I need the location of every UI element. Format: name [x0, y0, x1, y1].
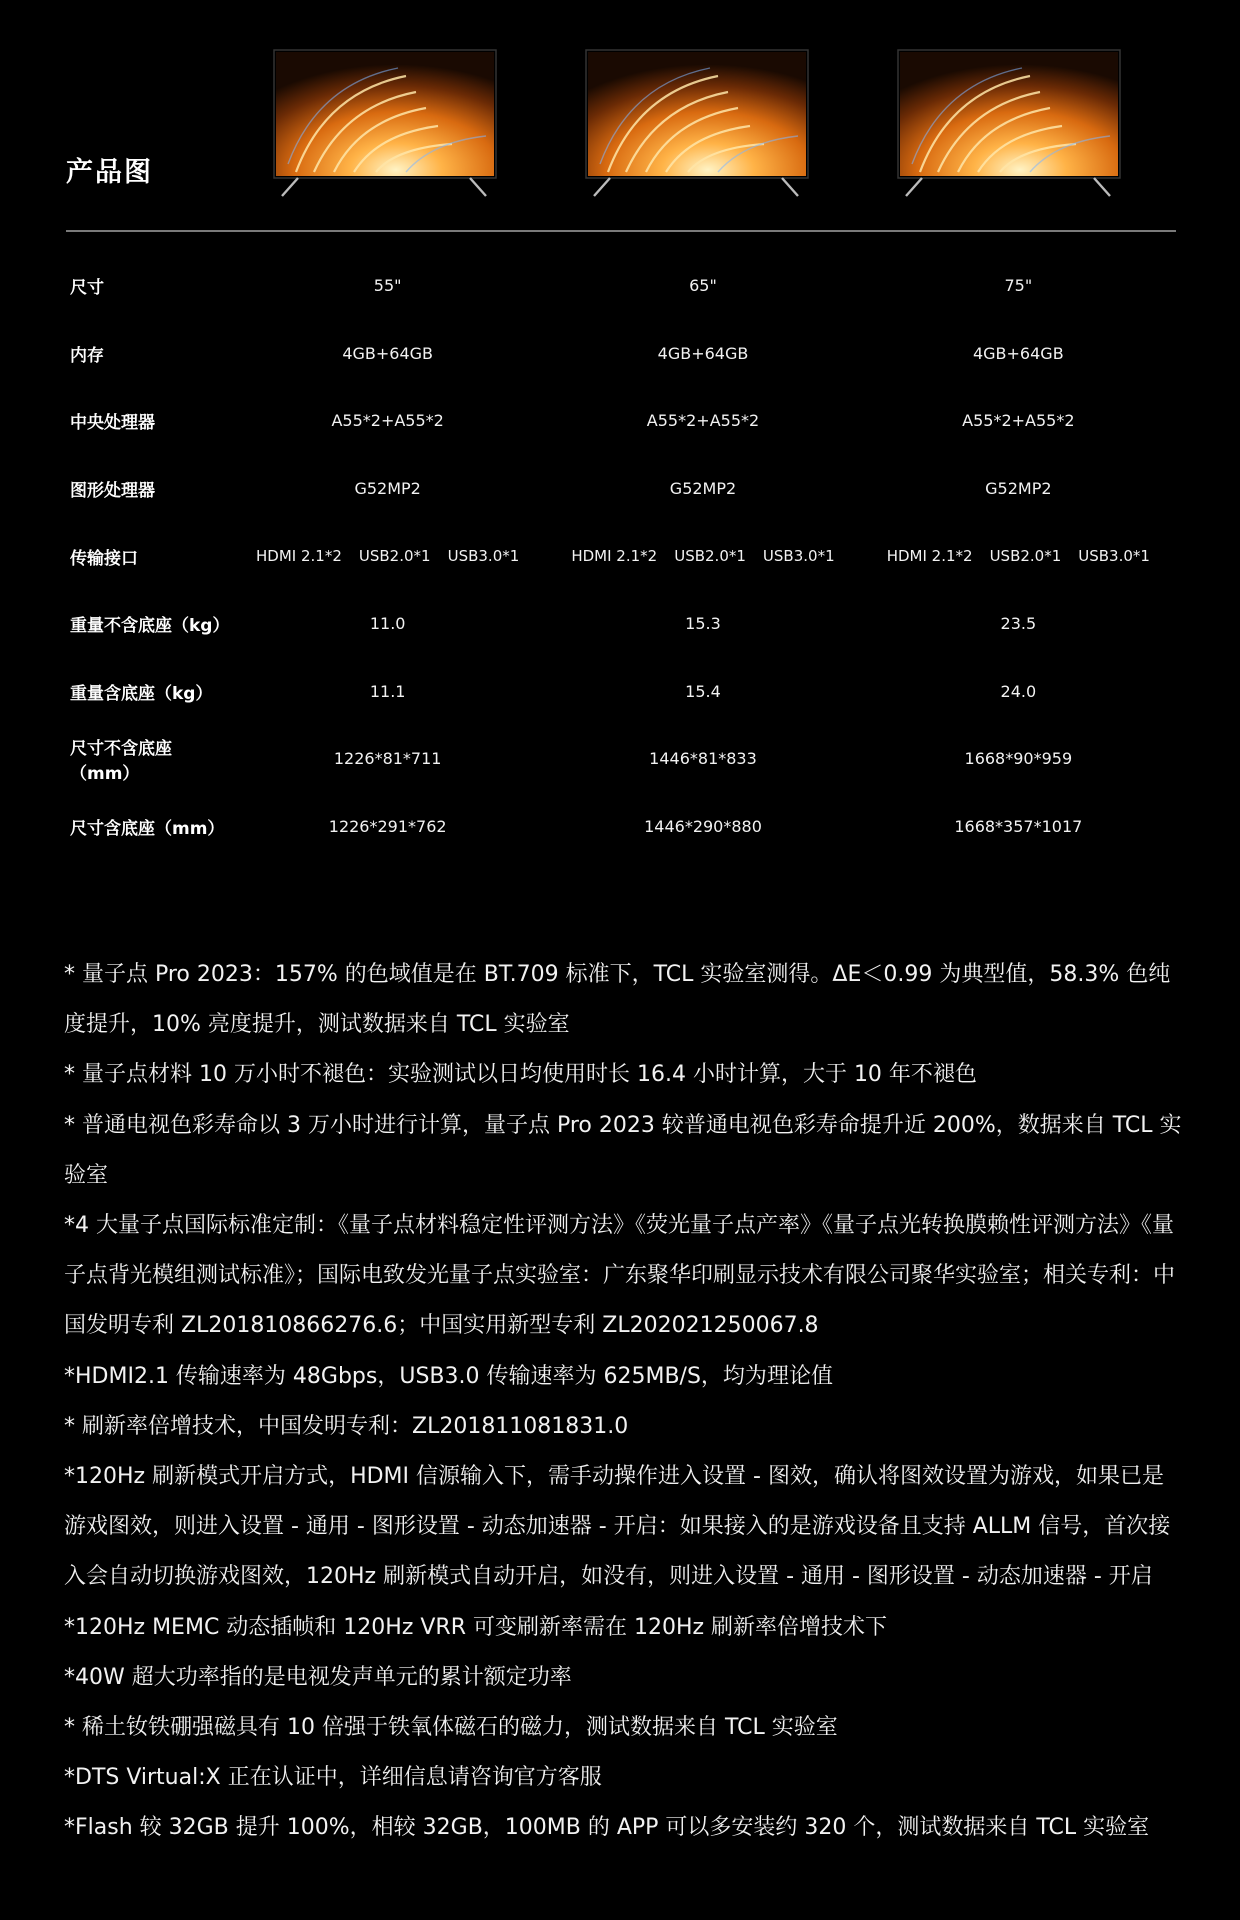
spec-value: A55*2+A55*2: [646, 411, 760, 431]
section-divider: [66, 230, 1176, 232]
spec-value: [861, 522, 1176, 590]
spec-row-gpu: [66, 455, 1176, 523]
spec-row-dimensions-with-stand: [66, 793, 1176, 861]
spec-label: 尺寸含底座（mm）: [70, 819, 225, 840]
spec-value: 23.5: [1000, 614, 1037, 634]
spec-value: 1226*81*711: [333, 749, 442, 769]
footnote: *HDMI2.1 传输速率为 48Gbps，USB3.0 传输速率为 625MB/S，均为理论值: [64, 1363, 833, 1389]
port-usb3: USB3.0*1: [447, 547, 520, 566]
footnote: *40W 超大功率指的是电视发声单元的累计额定功率: [64, 1664, 572, 1690]
port-list: [861, 547, 1176, 565]
spec-row-ports: [66, 522, 1176, 590]
footnote: *120Hz 刷新模式开启方式，HDMI 信源输入下，需手动操作进入设置 - 图效，确认将图效设置为游戏，如果已是游戏图效，则进入设置 - 通用 - 图形设置 - 动态加速器 - 开启：如果接入的是游戏设备且支持 ALLM 信号，首次接入会自动切换游戏图效，120Hz 刷新模式自动开启，如没有，则进入设置 - 通用 - 图形设置 - 动态加速器 - 开启: [64, 1464, 1171, 1590]
spec-value: G52MP2: [985, 479, 1052, 499]
footnote: * 刷新率倍增技术，中国发明专利：ZL201811081831.0: [64, 1413, 629, 1439]
port-usb2: USB2.0*1: [358, 547, 431, 566]
tv-artwork-icon: [256, 32, 512, 208]
tv-artwork-icon: [568, 32, 824, 208]
port-usb2: USB2.0*1: [989, 547, 1062, 566]
port-usb2: USB2.0*1: [674, 547, 746, 566]
spec-value: 1668*357*1017: [954, 817, 1083, 837]
tv-artwork-icon: [880, 32, 1136, 208]
spec-value: 4GB+64GB: [972, 343, 1064, 363]
spec-value: 1446*290*880: [644, 817, 762, 837]
spec-value: 4GB+64GB: [657, 343, 749, 363]
spec-value: A55*2+A55*2: [962, 411, 1075, 431]
spec-row-weight-without-stand: [66, 590, 1176, 658]
port-list: [545, 547, 860, 565]
spec-value: 1226*291*762: [328, 817, 447, 837]
spec-value: [230, 522, 545, 590]
spec-label: 尺寸不含底座（mm）: [70, 738, 172, 784]
port-usb3: USB3.0*1: [762, 547, 835, 566]
footnote: *Flash 较 32GB 提升 100%，相较 32GB，100MB 的 APP 可以多安装约 320 个，测试数据来自 TCL 实验室: [64, 1815, 1150, 1841]
section-title: 产品图: [66, 157, 153, 188]
footnote: *DTS Virtual:X 正在认证中，详细信息请咨询官方客服: [64, 1765, 602, 1791]
spec-value: 24.0: [1000, 681, 1037, 701]
spec-value: 1668*90*959: [964, 749, 1073, 769]
footnote: * 量子点材料 10 万小时不褪色：实验测试以日均使用时长 16.4 小时计算，大于 10 年不褪色: [64, 1062, 977, 1088]
product-gallery: [0, 0, 1240, 232]
tv-image-75: [880, 32, 1136, 208]
spec-table: [66, 252, 1176, 860]
spec-value: 65": [689, 276, 717, 296]
spec-value: 75": [1004, 276, 1033, 296]
spec-row-memory: [66, 320, 1176, 388]
spec-value: 15.3: [685, 614, 721, 634]
spec-value: 1446*81*833: [649, 749, 757, 769]
spec-row-size: [66, 252, 1176, 320]
tv-image-55: [256, 32, 512, 208]
spec-value: A55*2+A55*2: [331, 411, 444, 431]
tv-image-65: [568, 32, 824, 208]
spec-value: 11.0: [369, 614, 406, 634]
spec-label: 重量含底座（kg）: [70, 683, 213, 704]
footnotes: [64, 950, 1184, 1854]
spec-value: 11.1: [369, 681, 406, 701]
spec-value: G52MP2: [669, 479, 737, 499]
port-hdmi: HDMI 2.1*2: [886, 547, 973, 566]
footnote: * 量子点 Pro 2023：157% 的色域值是在 BT.709 标准下，TCL 实验室测得。ΔE＜0.99 为典型值，58.3% 色纯度提升，10% 亮度提升，测试数据来自 TCL 实验室: [64, 962, 1171, 1038]
spec-label: 传输接口: [70, 548, 138, 569]
spec-row-cpu: [66, 387, 1176, 455]
footnote: *120Hz MEMC 动态插帧和 120Hz VRR 可变刷新率需在 120Hz 刷新率倍增技术下: [64, 1614, 888, 1640]
spec-label: 中央处理器: [70, 413, 155, 434]
port-hdmi: HDMI 2.1*2: [256, 547, 342, 566]
footnote: * 稀土钕铁硼强磁具有 10 倍强于铁氧体磁石的磁力，测试数据来自 TCL 实验室: [64, 1715, 838, 1741]
spec-row-dimensions-without-stand: [66, 725, 1176, 793]
spec-value: 15.4: [685, 681, 721, 701]
footnote: * 普通电视色彩寿命以 3 万小时进行计算，量子点 Pro 2023 较普通电视色彩寿命提升近 200%，数据来自 TCL 实验室: [64, 1112, 1182, 1188]
spec-value: 55": [373, 276, 402, 296]
spec-value: 4GB+64GB: [342, 343, 434, 363]
port-hdmi: HDMI 2.1*2: [571, 547, 658, 566]
spec-label: 重量不含底座（kg）: [70, 616, 230, 637]
spec-value: G52MP2: [354, 479, 421, 499]
spec-row-weight-with-stand: [66, 658, 1176, 726]
port-list: [230, 547, 545, 565]
spec-label: 尺寸: [70, 278, 104, 299]
spec-label: 图形处理器: [70, 481, 155, 502]
spec-value: [545, 522, 860, 590]
footnote: *4 大量子点国际标准定制：《量子点材料稳定性评测方法》《荧光量子点产率》《量子点光转换膜赖性评测方法》《量子点背光模组测试标准》；国际电致发光量子点实验室：广东聚华印刷显示技术有限公司聚华实验室；相关专利：中国发明专利 ZL201810866276.6；中国实用新型专利 ZL202021250067.8: [64, 1213, 1176, 1339]
spec-label: 内存: [70, 345, 104, 366]
port-usb3: USB3.0*1: [1078, 547, 1150, 566]
